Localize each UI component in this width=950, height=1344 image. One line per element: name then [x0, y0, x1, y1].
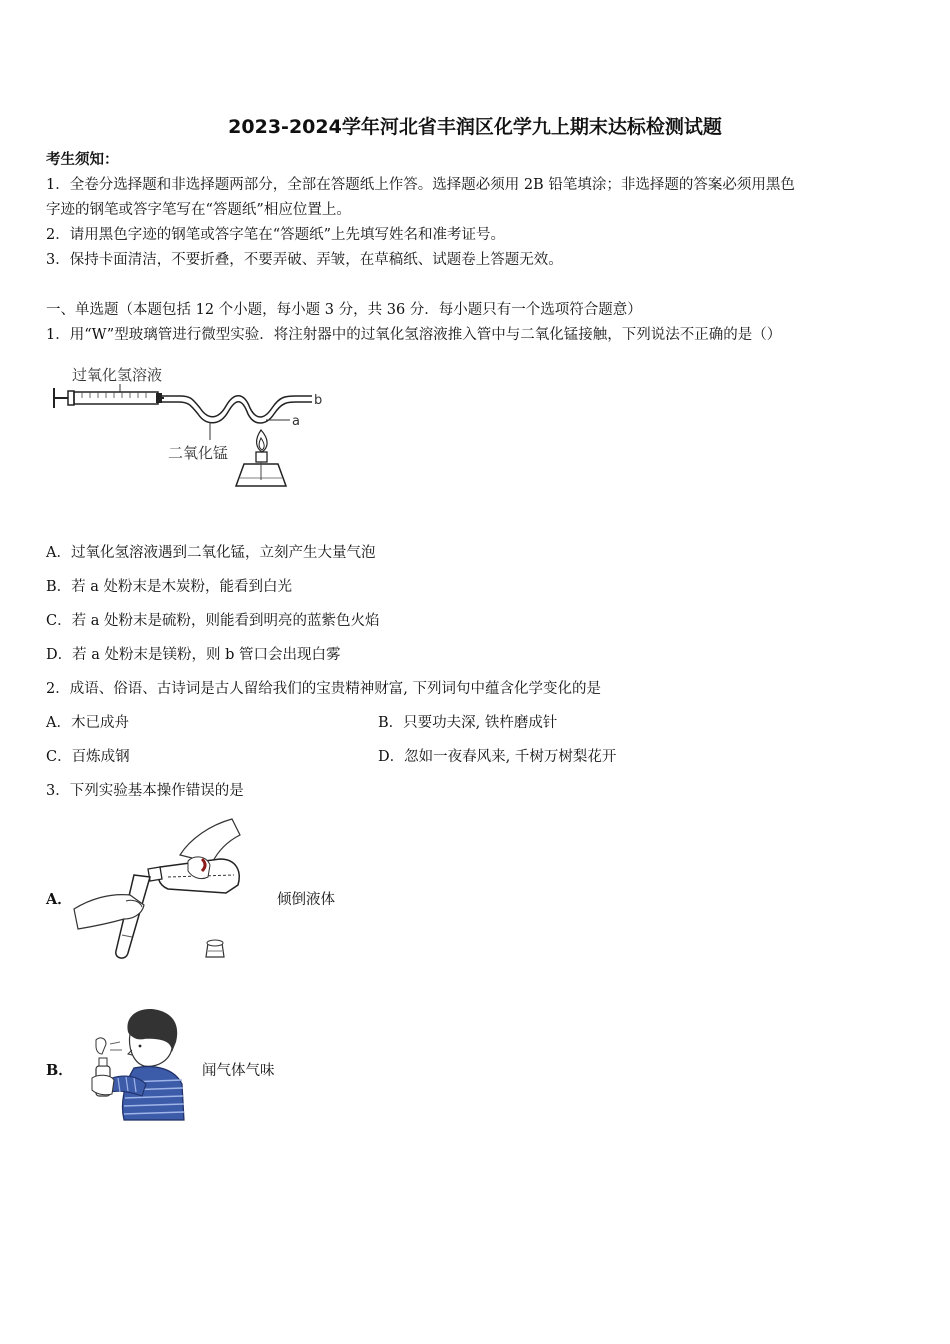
q1-option-c: C．若 a 处粉末是硫粉，则能看到明亮的蓝紫色火焰 — [46, 613, 380, 629]
q3-option-a-text: 倾倒液体 — [277, 892, 335, 908]
h2o2-label: 过氧化氢溶液 — [72, 366, 163, 384]
notice-item-2: 2．请用黑色字迹的钢笔或答字笔在“答题纸”上先填写姓名和准考证号。 — [46, 227, 506, 243]
w-tube-apparatus-figure — [50, 356, 340, 501]
q1-option-b: B．若 a 处粉末是木炭粉，能看到白光 — [46, 579, 293, 595]
mno2-label: 二氧化锰 — [168, 444, 229, 462]
section-heading: 一、单选题（本题包括 12 个小题，每小题 3 分，共 36 分．每小题只有一个选项符合题意） — [46, 302, 642, 318]
q3-option-b-text: 闻气体气味 — [202, 1063, 275, 1079]
pouring-liquid-figure — [70, 815, 250, 965]
q3-option-a-label: A． — [46, 891, 72, 908]
q1-option-d: D．若 a 处粉末是镁粉，则 b 管口会出现白雾 — [46, 647, 341, 663]
question-1-stem: 1．用“W”型玻璃管进行微型实验．将注射器中的过氧化氢溶液推入管中与二氧化锰接触，下列说法不正确的是（） — [46, 327, 782, 343]
notice-item-3: 3．保持卡面清洁，不要折叠，不要弄破、弄皱，在草稿纸、试题卷上答题无效。 — [46, 252, 563, 268]
q3-option-b-label: B． — [46, 1062, 73, 1079]
question-3-stem: 3．下列实验基本操作错误的是 — [46, 783, 244, 799]
smelling-gas-figure — [84, 1004, 194, 1124]
notice-item-1-cont: 字迹的钢笔或答字笔写在“答题纸”相应位置上。 — [46, 202, 351, 218]
notice-heading: 考生须知： — [46, 151, 119, 168]
q1-option-a: A．过氧化氢溶液遇到二氧化锰，立刻产生大量气泡 — [46, 545, 376, 561]
page-title: 2023-2024学年河北省丰润区化学九上期末达标检测试题 — [228, 116, 722, 138]
notice-item-1: 1．全卷分选择题和非选择题两部分，全部在答题纸上作答。选择题必须用 2B 铅笔填涂；非选择题的答案必须用黑色 — [46, 177, 795, 193]
label-a: a — [292, 414, 300, 429]
q2-option-b: B．只要功夫深, 铁杵磨成针 — [378, 715, 558, 731]
q2-option-d: D．忽如一夜春风来, 千树万树梨花开 — [378, 749, 617, 765]
q2-option-a: A．木已成舟 — [46, 715, 129, 731]
label-b: b — [314, 393, 323, 408]
question-2-stem: 2．成语、俗语、古诗词是古人留给我们的宝贵精神财富, 下列词句中蕴含化学变化的是 — [46, 681, 601, 697]
q2-option-c: C．百炼成钢 — [46, 749, 130, 765]
